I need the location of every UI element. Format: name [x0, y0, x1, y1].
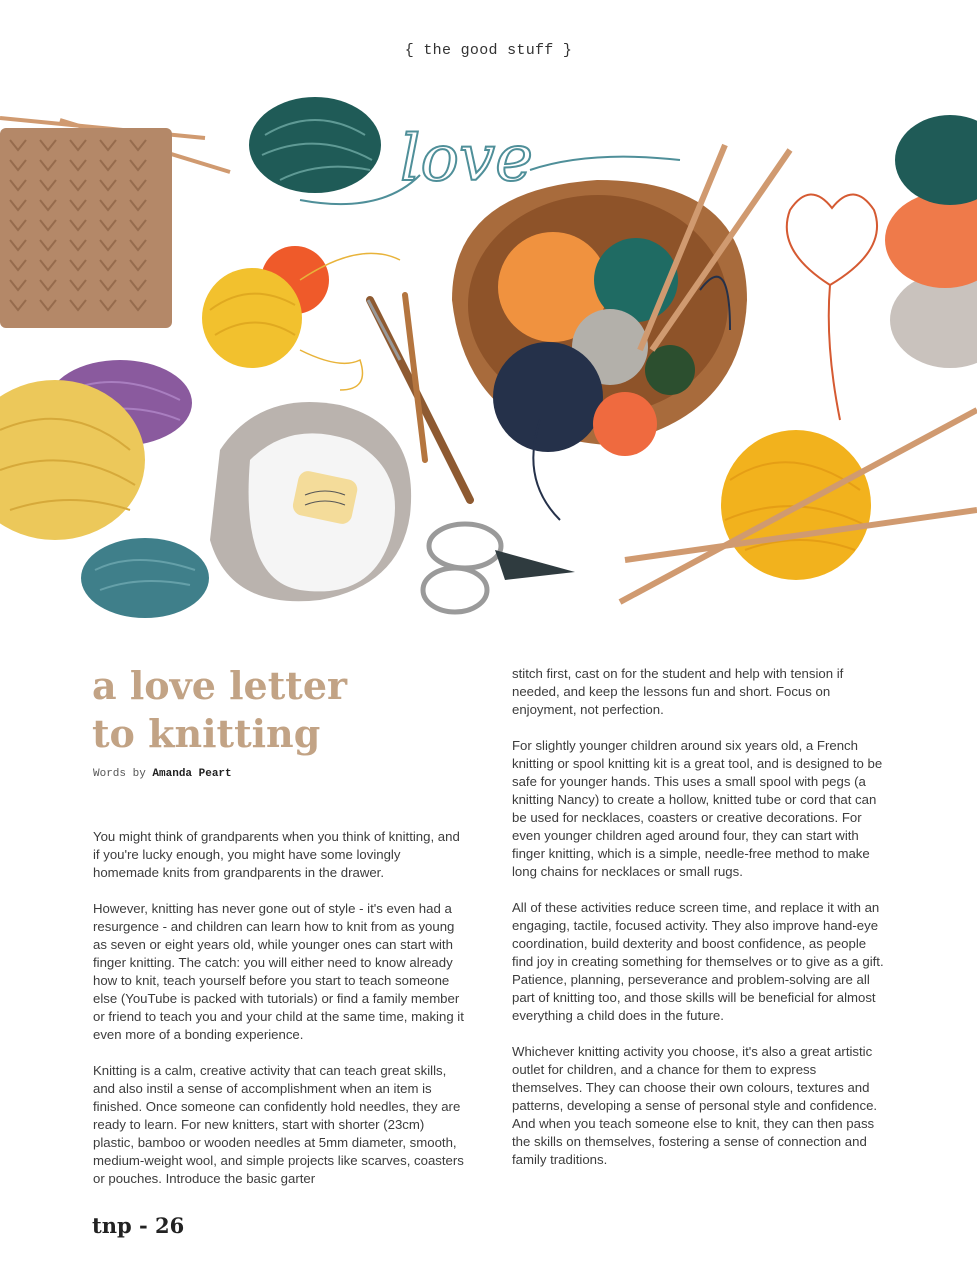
byline-author: Amanda Peart [152, 768, 232, 780]
yellow-yarn-ball-icon [202, 246, 400, 390]
paragraph: Whichever knitting activity you choose, it's also a great artistic outlet for children, and a chance for them to express themselves. They can choose their own colours, textures and patterns, developing a sense of personal style and confidence. And when you teach someone else to knit, they can then pass the skills on themselves, fostering a sense of connection and family traditions. [512, 1044, 878, 1167]
section-tag: { the good stuff } [404, 42, 573, 59]
paragraph: Knitting is a calm, creative activity that can teach great skills, and also instil a sense of accomplishment when an item is finished. Once someone can confidently hold needles, they are ready to learn. For new knitters, start with shorter (23cm) plastic, bamboo or wooden needles at 5mm diameter, smooth, medium-weight wool, and simple projects like scarves, coasters or pouches. Introduce the basic garter [93, 1063, 464, 1186]
yellow-yarn-needles-icon [620, 410, 977, 602]
paragraph: All of these activities reduce screen time, and replace it with an engaging, tactile, focused activity. They also improve hand-eye coordination, build dexterity and boost confidence, as people find joy in creating something for themselves or to give as a gift. Patience, planning, perseverance and problem-solving are all part of knitting too, and those skills will be beneficial for almost everything a child does in the future. [512, 900, 884, 1023]
article-title [92, 662, 347, 758]
right-column [512, 665, 887, 1187]
knitting-illustration [0, 80, 977, 630]
paragraph: However, knitting has never gone out of style - it's even had a resurgence - and children can learn how to knit from as young as seven or eight years old, while younger ones can start with finger knitting. The catch: you will either need to know already how to knit, teach yourself before you start to teach someone else (YouTube is packed with tutorials) or find a family member or friend to teach you and your child at the same time, making it even more of a bonding experience. [93, 901, 464, 1042]
left-column [93, 828, 468, 1206]
title-line-2: to knitting [92, 711, 321, 756]
title-line-1: a love letter [92, 663, 348, 708]
paragraph: stitch first, cast on for the student and help with tension if needed, and keep the lessons fun and short. Focus on enjoyment, not perfection. [512, 666, 844, 717]
page-folio: tnp - 26 [92, 1213, 185, 1238]
byline [93, 768, 232, 780]
love-script: love [400, 122, 534, 196]
paragraph: You might think of grandparents when you think of knitting, and if you're lucky enough, you might have some lovingly homemade knits from grandparents in the drawer. [93, 829, 460, 880]
scissors-icon [423, 524, 575, 612]
wool-skein-label-icon [210, 402, 411, 601]
teal-yarn-ball-icon [249, 97, 381, 193]
yarn-stack-icon [885, 115, 977, 368]
knitted-swatch-icon [0, 118, 230, 328]
paragraph: For slightly younger children around six years old, a French knitting or spool knitting kit is a great tool, and is designed to be safe for younger hands. This uses a small spool with pegs (a knitting Nancy) to create a hollow, knitted tube or cord that can be used for necklaces, coasters or creative decorations. For even younger children aged around four, they can start with finger knitting, which is a simple, needle-free method to make long chains for necklaces or small rugs. [512, 738, 883, 879]
byline-prefix: Words by [93, 768, 146, 780]
heart-thread-icon [787, 194, 877, 420]
blue-yarn-skein-icon [81, 538, 209, 618]
